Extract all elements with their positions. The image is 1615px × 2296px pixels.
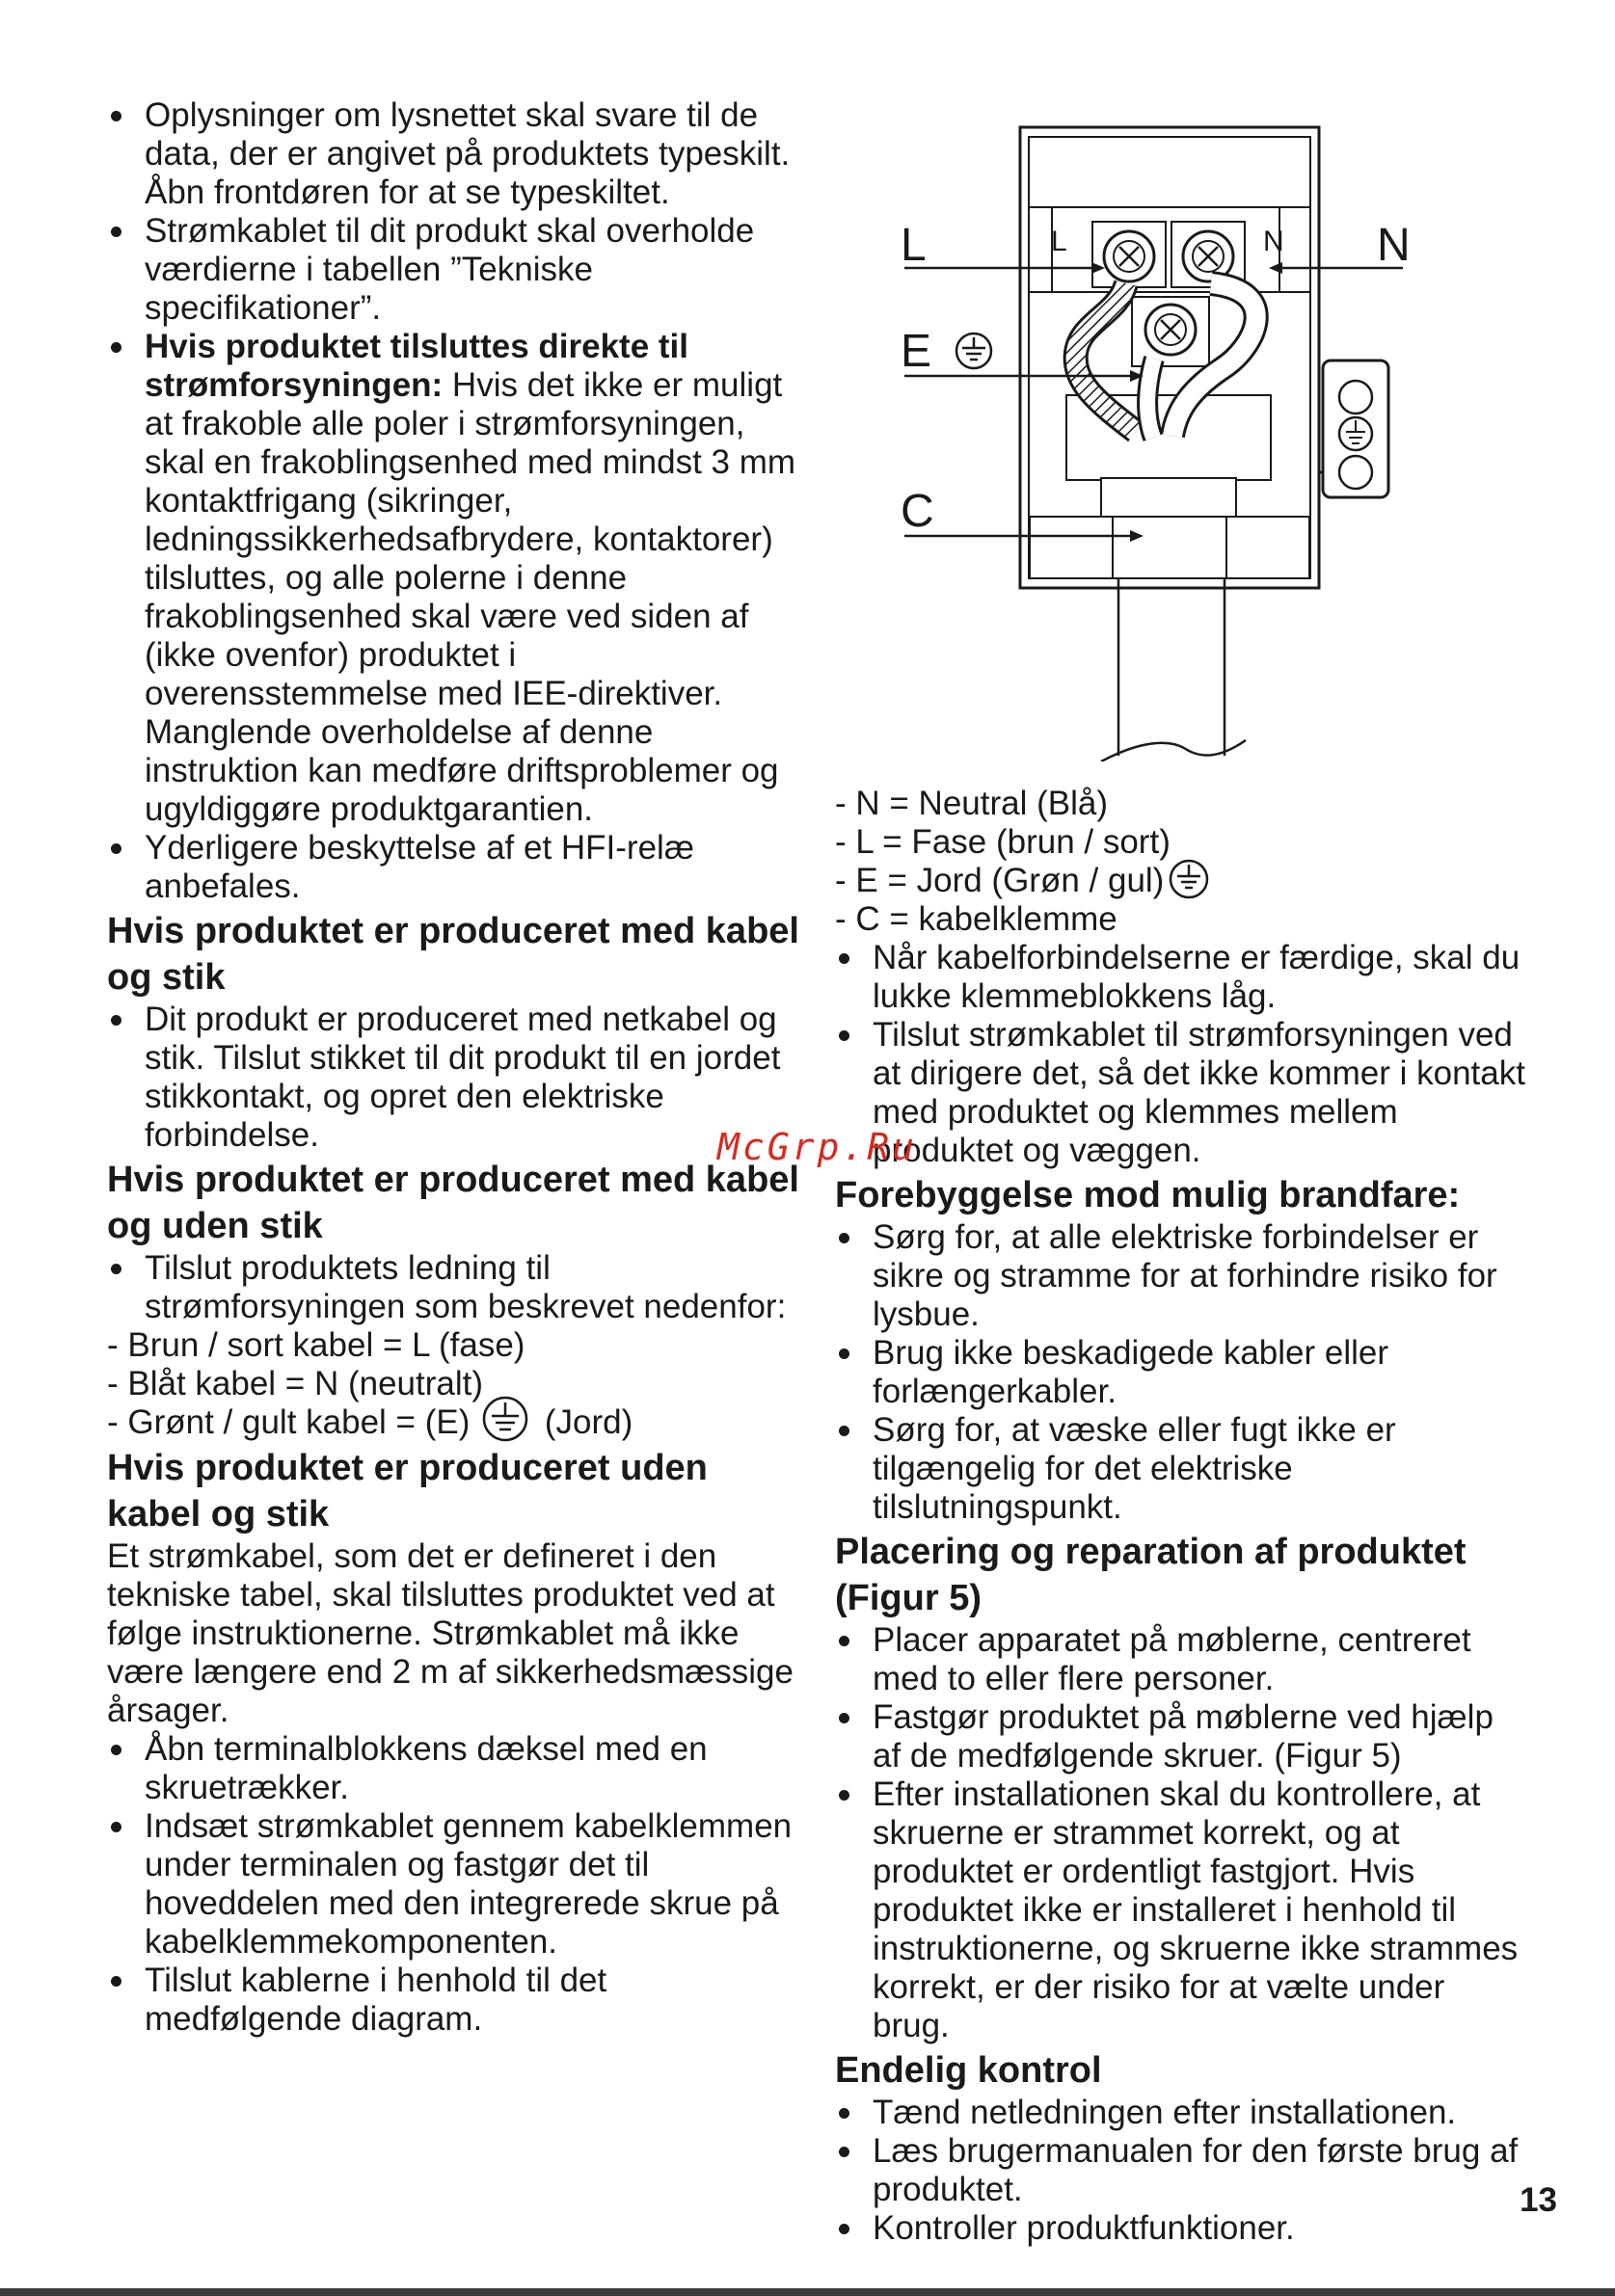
wire-green (107, 1403, 801, 1443)
wire-green-label: - Grønt / gult kabel = (E) (107, 1403, 471, 1441)
list-item: Yderligere beskyttelse af et HFI-relæ anbefales. (107, 829, 801, 906)
cable-no-plug-list (107, 1249, 801, 1326)
list-item: Tænd netledningen efter installationen. (835, 2094, 1529, 2132)
list-item: Tilslut strømkablet til strømforsyningen ved at dirigere det, så det ikke kommer i kontakt med produktet og klemmes mellem produktet og væggen. (835, 1016, 1529, 1170)
terminal-screw-l (1104, 231, 1154, 281)
ground-icon (956, 334, 991, 368)
section-heading-placement: Placering og reparation af produktet (Figur 5) (835, 1532, 1467, 1618)
diagram-label-e: E (901, 326, 932, 377)
list-item: Placer apparatet på møblerne, centreret med to eller flere personer. (835, 1621, 1529, 1698)
wire-blue: - Blåt kabel = N (neutralt) (107, 1365, 484, 1402)
list-item: Når kabelforbindelserne er færdige, skal du lukke klemmeblokkens låg. (835, 939, 1529, 1016)
list-item: Indsæt strømkablet gennem kabelklemmen under terminalen og fastgør det til hoveddelen med den integrerede skrue på kabelklemmekomponenten. (107, 1807, 801, 1962)
right-column (835, 785, 1529, 2248)
no-cable-list (107, 1730, 801, 2039)
list-item: Fastgør produktet på møblerne ved hjælp af de medfølgende skruer. (Figur 5) (835, 1698, 1529, 1775)
diagram-label-l: L (901, 220, 927, 271)
direct-connection-bold: Hvis produktet tilsluttes direkte til strømforsyningen: (145, 328, 688, 404)
legend-neutral: - N = Neutral (Blå) (835, 785, 1108, 822)
connection-list (835, 939, 1529, 1170)
bottom-rule (0, 2288, 1615, 2296)
list-item: Sørg for, at væske eller fugt ikke er tilgængelig for det elektriske tilslutningspunkt. (835, 1411, 1529, 1527)
ground-icon (1168, 858, 1210, 900)
list-item: Tilslut produktets ledning til strømforsyningen som beskrevet nedenfor: (107, 1249, 801, 1326)
list-item: Brug ikke beskadigede kabler eller forlængerkabler. (835, 1334, 1529, 1411)
final-check-list (835, 2094, 1529, 2248)
diagram-label-n: N (1377, 220, 1411, 271)
legend-phase: - L = Fase (brun / sort) (835, 823, 1171, 861)
list-item-direct-connection (107, 328, 801, 829)
page-number: 13 (1520, 2181, 1557, 2219)
cable-plug-list (107, 1001, 801, 1155)
terminal-label-l: L (1051, 226, 1067, 257)
intro-list (107, 96, 801, 906)
section-heading-cable-no-plug: Hvis produktet er produceret med kabel og uden stik (107, 1160, 799, 1246)
wire-brown: - Brun / sort kabel = L (fase) (107, 1326, 525, 1364)
list-item: Efter installationen skal du kontrollere, at skruerne er strammet korrekt, og at produktet er ordentligt fastgjort. Hvis produktet ikke er installeret i henhold til instruktionerne, og skruerne ikke strammes korrekt, er der risiko for at vælte under brug. (835, 1775, 1529, 2045)
terminal-wiring-diagram (877, 116, 1417, 761)
terminal-screw-e (1145, 305, 1196, 355)
direct-connection-text: Hvis det ikke er muligt at frakoble alle poler i strømforsyningen, skal en frakoblingsenhed med mindst 3 mm kontaktfrigang (sikringer, ledningssikkerhedsafbrydere, kontaktorer) tilsluttes, og alle polerne i denne frakoblingsenhed skal være ved siden af (ikke ovenfor) produktet i overensstemmelse med IEE-direktiver. Manglende overholdelse af denne instruktion kan medføre driftsproblemer og ugyldiggøre produktgarantien. (145, 366, 796, 828)
watermark: McGrp.Ru (717, 1126, 918, 1168)
list-item: Sørg for, at alle elektriske forbindelser er sikre og stramme for at forhindre risiko for lysbue. (835, 1218, 1529, 1334)
list-item: Læs brugermanualen for den første brug af produktet. (835, 2132, 1529, 2209)
section-heading-cable-plug: Hvis produktet er produceret med kabel og stik (107, 911, 799, 998)
list-item: Tilslut kablerne i henhold til det medfølgende diagram. (107, 1962, 801, 2039)
list-item: Dit produkt er produceret med netkabel og stik. Tilslut stikket til dit produkt til en jordet stikkontakt, og opret den elektriske forbindelse. (107, 1001, 801, 1155)
section-heading-fire: Forebyggelse mod mulig brandfare: (835, 1175, 1461, 1215)
diagram-label-c: C (901, 486, 934, 537)
no-cable-paragraph: Et strømkabel, som det er defineret i den tekniske tabel, skal tilsluttes produktet ved at følge instruktionerne. Strømkablet må ikke være længere end 2 m af sikkerhedsmæssige årsager. (107, 1536, 794, 1729)
fire-list (835, 1218, 1529, 1527)
placement-list (835, 1621, 1529, 2045)
ground-icon (481, 1395, 529, 1443)
list-item: Oplysninger om lysnettet skal svare til de data, der er angivet på produktets typeskilt. Åbn frontdøren for at se typeskiltet. (107, 96, 801, 212)
legend-earth (835, 862, 1529, 900)
legend-earth-label: - E = Jord (Grøn / gul) (835, 862, 1165, 899)
wire-green-suffix: (Jord) (544, 1403, 633, 1441)
list-item: Åbn terminalblokkens dæksel med en skruetrækker. (107, 1730, 801, 1807)
list-item: Kontroller produktfunktioner. (835, 2209, 1529, 2248)
terminal-label-n: N (1263, 226, 1284, 257)
section-heading-final-check: Endelig kontrol (835, 2050, 1102, 2091)
legend-clamp: - C = kabelklemme (835, 900, 1117, 938)
left-column (107, 96, 801, 2039)
list-item: Strømkablet til dit produkt skal overholde værdierne i tabellen ”Tekniske specifikationer”. (107, 212, 801, 328)
section-heading-no-cable: Hvis produktet er produceret uden kabel og stik (107, 1447, 708, 1535)
